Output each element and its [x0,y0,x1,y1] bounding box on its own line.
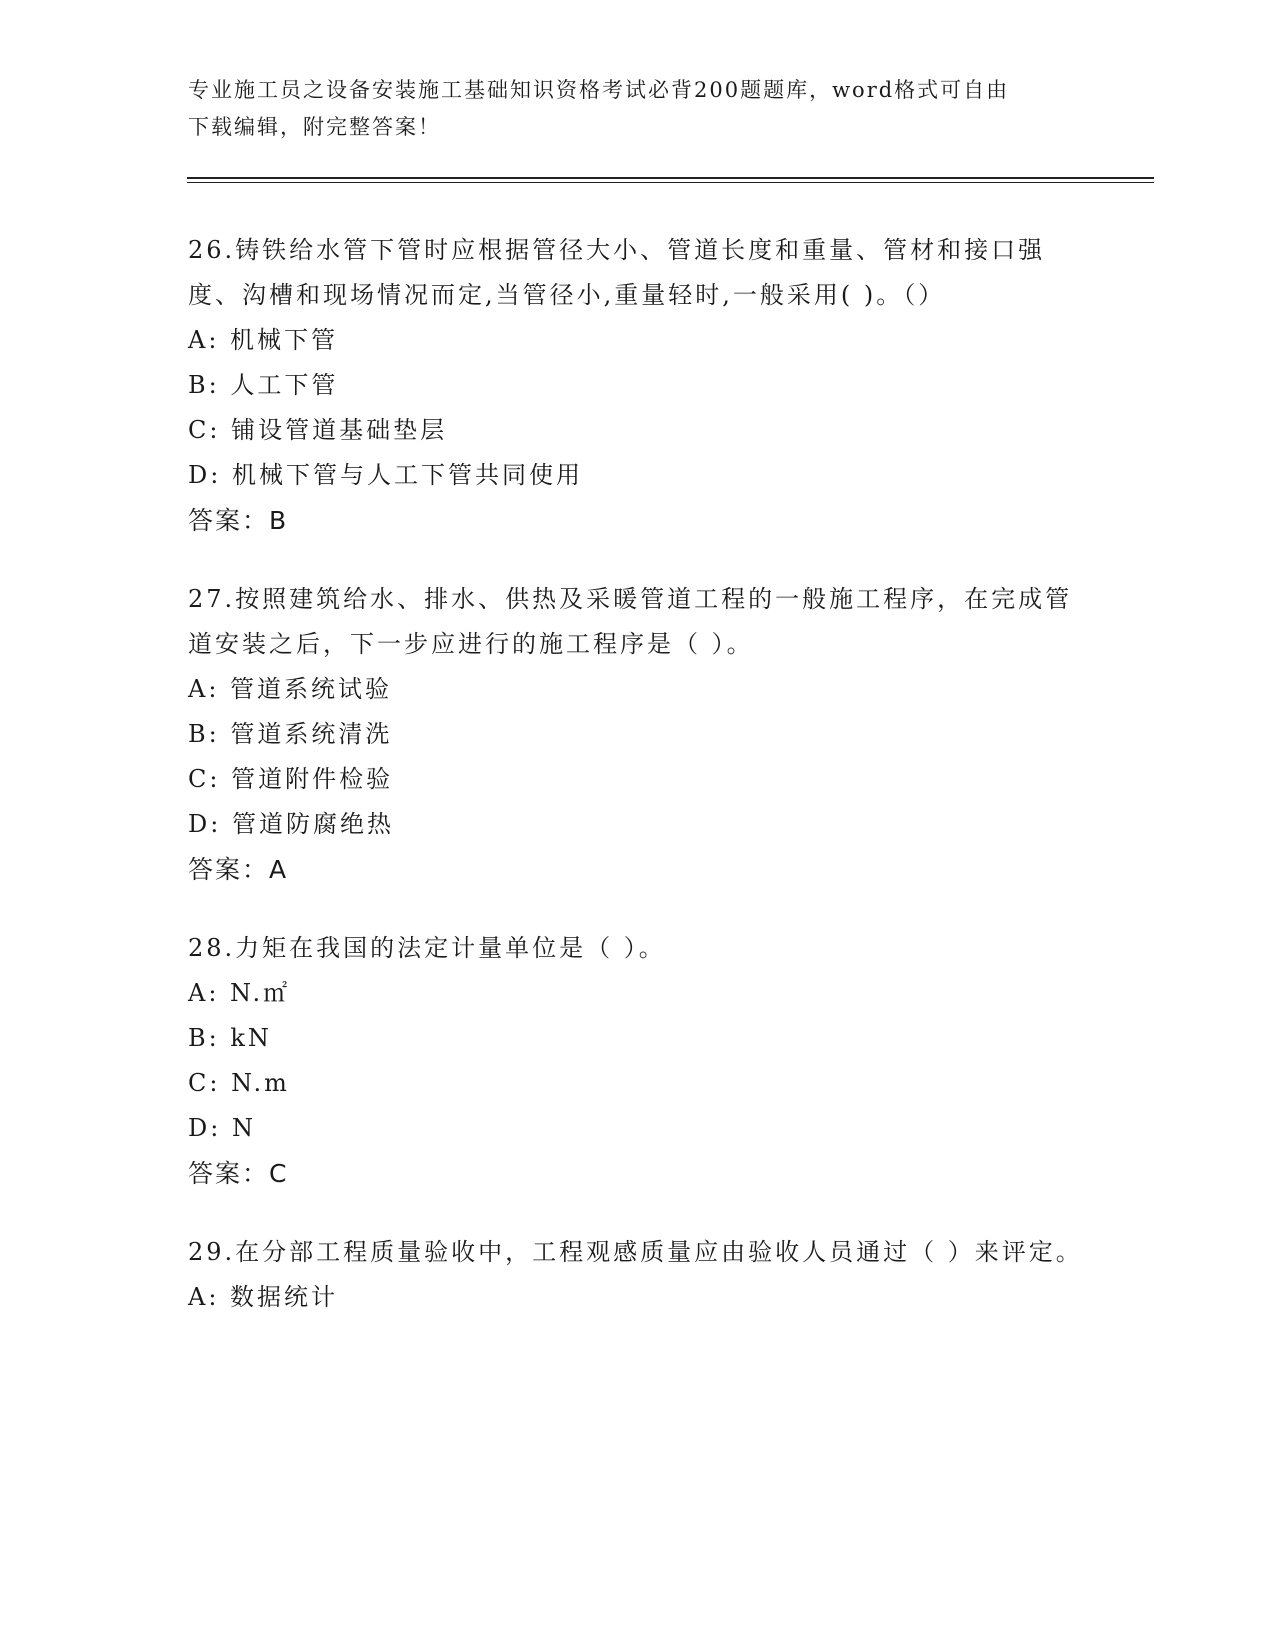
question-list [188,228,1088,1354]
question-stem: 28.力矩在我国的法定计量单位是（ ）。 [188,934,666,962]
question-26 [188,228,1088,543]
option-a: A: N.㎡ [188,979,291,1007]
option-b: B: kN [188,1024,272,1052]
option-b: B: 管道系统清洗 [188,720,393,748]
answer: 答案：B [188,506,289,535]
header-line-1: 专业施工员之设备安装施工基础知识资格考试必背200题题库，word格式可自由 [188,78,1010,102]
option-a: A: 管道系统试验 [188,675,393,703]
option-d: D: 机械下管与人工下管共同使用 [188,461,583,489]
option-c: C: 管道附件检验 [188,765,394,793]
option-a: A: 机械下管 [188,326,339,354]
option-a: A: 数据统计 [188,1283,339,1311]
question-stem: 27.按照建筑给水、排水、供热及采暖管道工程的一般施工程序，在完成管道安装之后，下一步应进行的施工程序是（ ）。 [188,585,1073,658]
question-27 [188,577,1088,892]
option-c: C: N.m [188,1069,290,1097]
document-header [188,72,1068,146]
option-d: D: 管道防腐绝热 [188,810,394,838]
answer: 答案：C [188,1159,289,1188]
option-b: B: 人工下管 [188,371,339,399]
header-line-2: 下载编辑，附完整答案！ [188,115,441,139]
question-stem: 29.在分部工程质量验收中，工程观感质量应由验收人员通过（ ）来评定。 [188,1238,1083,1266]
option-c: C: 铺设管道基础垫层 [188,416,448,444]
question-stem: 26.铸铁给水管下管时应根据管径大小、管道长度和重量、管材和接口强度、沟槽和现场情况而定,当管径小,重量轻时,一般采用( )。（） [188,236,1046,309]
answer: 答案：A [188,855,289,884]
question-29 [188,1230,1088,1320]
header-divider [187,177,1154,183]
option-d: D: N [188,1114,256,1142]
question-28 [188,926,1088,1196]
